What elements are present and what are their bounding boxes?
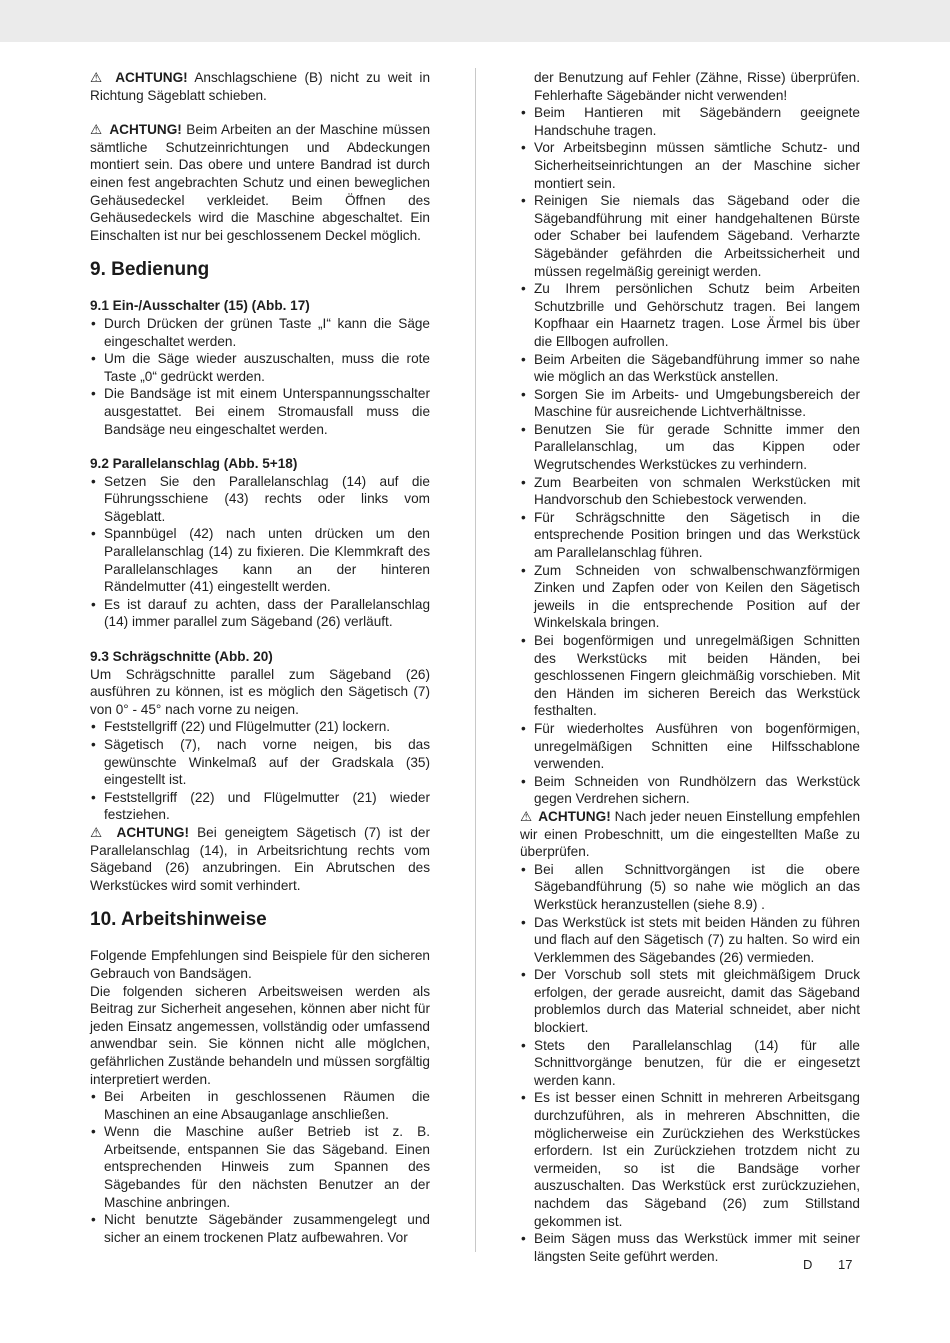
list-item: • Setzen Sie den Parallelanschlag (14) auf die Führungsschiene (43) rechts oder links vom Sägeblatt.	[90, 473, 430, 526]
list-item: • Die Bandsäge ist mit einem Unterspannungsschalter ausgestattet. Bei einem Stromausfall muss die Bandsäge neu eingeschaltet werden.	[90, 385, 430, 438]
warning-paragraph: ⚠ ACHTUNG! Nach jeder neuen Einstellung empfehlen wir einen Probeschnitt, um die eingestellten Maße zu überprüfen.	[520, 808, 861, 860]
list-item: • Sägetisch (7), nach vorne neigen, bis das gewünschte Winkelmaß auf der Gradskala (35) eingestellt ist.	[90, 736, 430, 789]
bullet-list	[520, 104, 860, 808]
body-paragraph: Die folgenden sicheren Arbeitsweisen werden als Beitrag zur Sicherheit angesehen, können aber nicht für jeden Einsatz angemessen, vollständig oder umfassend anwendbar sein. Sie können nicht alle möglchen, gefährlichen Zustände behandeln und müssen sorgfältig interpretiert werden.	[90, 983, 430, 1087]
list-item: • Sorgen Sie im Arbeits- und Umgebungsbereich der Maschine für ausreichende Lichtverhältnisse.	[520, 386, 860, 421]
continued-paragraph: der Benutzung auf Fehler (Zähne, Risse) überprüfen. Fehlerhafte Sägebänder nicht verwenden!	[534, 70, 860, 103]
list-item: • Für Schrägschnitte den Sägetisch in die entsprechende Position bringen und das Werkstück am Parallelanschlag führen.	[520, 509, 860, 562]
bullet-list	[90, 718, 430, 824]
warning-icon: ⚠	[90, 122, 103, 138]
list-item: • Es ist besser einen Schnitt in mehreren Arbeitsgang durchzuführen, als in mehreren Abschnitten, die möglicherweise ein Zurückziehen des Werkstückes erfordern. Ist ein Zurückziehen trotzdem nicht zu vermeiden, so ist die Bandsäge vorher auszuschalten. Das Werkstück erst zurückzuziehen, nachdem das Sägeband (26) zum Stillstand gekommen ist.	[520, 1089, 860, 1230]
bullet-list	[90, 315, 430, 438]
list-item: • Der Vorschub soll stets mit gleichmäßigem Druck erfolgen, der gerade ausreicht, damit das Sägeband problemlos durch das Material schneidet, aber nicht blockiert.	[520, 966, 860, 1036]
section-heading-10: 10. Arbeitshinweise	[90, 909, 267, 931]
subsection-heading-9-1: 9.1 Ein-/Ausschalter (15) (Abb. 17)	[90, 298, 310, 314]
list-item: • Beim Arbeiten die Sägebandführung immer so nahe wie möglich an das Werkstück anstellen.	[520, 351, 860, 386]
bullet-list	[90, 473, 430, 631]
list-item: • Feststellgriff (22) und Flügelmutter (21) lockern.	[90, 718, 430, 736]
list-item: • Bei bogenförmigen und unregelmäßigen Schnitten des Werkstücks mit beiden Händen, bei geschlossenen Fingern gleichmäßig vorschieben. Mit den Händen im sicheren Bereich das Werkstück festhalten.	[520, 632, 860, 720]
subsection-heading-9-3: 9.3 Schrägschnitte (Abb. 20)	[90, 649, 273, 665]
warning-paragraph: ⚠ ACHTUNG! Anschlagschiene (B) nicht zu weit in Richtung Sägeblatt schieben.	[90, 70, 431, 103]
column-divider	[475, 68, 476, 1252]
subsection-heading-9-2: 9.2 Parallelanschlag (Abb. 5+18)	[90, 456, 298, 472]
warning-icon: ⚠	[520, 808, 533, 824]
list-item: • Bei Arbeiten in geschlossenen Räumen die Maschinen an eine Absauganlage anschließen.	[90, 1088, 430, 1123]
list-item: • Beim Schneiden von Rundhölzern das Werkstück gegen Verdrehen sichern.	[520, 773, 860, 808]
top-bar	[0, 0, 950, 42]
list-item: • Spannbügel (42) nach unten drücken um den Parallelanschlag (14) zu fixieren. Die Klemmkraft des Parallelanschlages kann an der hinteren Rändelmutter (41) eingestellt werden.	[90, 525, 430, 595]
list-item: • Für wiederholtes Ausführen von bogenförmigen, unregelmäßigen Schnitten eine Hilfsschablone verwenden.	[520, 720, 860, 773]
list-item: • Stets den Parallelanschlag (14) für alle Schnittvorgänge benutzen, für die er eingesetzt werden kann.	[520, 1037, 860, 1090]
right-column	[520, 69, 860, 1265]
list-item: • Durch Drücken der grünen Taste „I“ kann die Säge eingeschaltet werden.	[90, 315, 430, 350]
list-item: • Vor Arbeitsbeginn müssen sämtliche Schutz- und Sicherheitseinrichtungen an der Maschine sicher montiert sein.	[520, 139, 860, 192]
list-item: • Nicht benutzte Sägebänder zusammengelegt und sicher an einem trockenen Platz aufbewahren. Vor	[90, 1211, 430, 1246]
body-paragraph: Folgende Empfehlungen sind Beispiele für den sicheren Gebrauch von Bandsägen.	[90, 948, 430, 981]
list-item: • Zu Ihrem persönlichen Schutz beim Arbeiten Schutzbrille und Gehörschutz tragen. Bei langem Kopfhaar ein Haarnetz tragen. Lose Ärmel bis über die Ellbogen aufrollen.	[520, 280, 860, 350]
warning-paragraph: ⚠ ACHTUNG! Bei geneigtem Sägetisch (7) ist der Parallelanschlag (14), in Arbeitsrichtung rechts vom Sägeband (26) anzubringen. Ein Abrutschen des Werkstückes wird somit verhindert.	[90, 824, 431, 893]
left-column	[90, 69, 430, 1246]
list-item: • Reinigen Sie niemals das Sägeband oder die Sägebandführung mit einer handgehaltenen Bürste oder Schaber bei laufendem Sägeband. Verharzte Sägebänder gefährden die Arbeitssicherheit und müssen regelmäßig gereinigt werden.	[520, 192, 860, 280]
warning-icon: ⚠	[90, 70, 106, 85]
bullet-list	[520, 861, 860, 1266]
list-item: • Das Werkstück ist stets mit beiden Händen zu führen und flach auf den Sägetisch (7) zu halten. So wird ein Verklemmen des Sägebandes (26) vermieden.	[520, 914, 860, 967]
list-item: • Benutzen Sie für gerade Schnitte immer den Parallelanschlag, um das Kippen oder Wegrutschendes Werkstückes zu verhindern.	[520, 421, 860, 474]
list-item: • Zum Schneiden von schwalbenschwanzförmigen Zinken und Zapfen oder von Keilen den Sägetisch jeweils in die entsprechende Position auf der Winkelskala bringen.	[520, 562, 860, 632]
list-item: • Bei allen Schnittvorgängen ist die obere Sägebandführung (5) so nahe wie möglich an das Werkstück heranzustellen (siehe 8.9) .	[520, 861, 860, 914]
footer-language: D	[803, 1257, 813, 1272]
list-item: • Zum Bearbeiten von schmalen Werkstücken mit Handvorschub den Schiebestock verwenden.	[520, 474, 860, 509]
bullet-list	[90, 1088, 430, 1246]
list-item: • Wenn die Maschine außer Betrieb ist z. B. Arbeitsende, entspannen Sie das Sägeband. Einen entsprechenden Hinweis zum Spannen des Sägebandes für den nächsten Benutzer an der Maschine anbringen.	[90, 1123, 430, 1211]
list-item: • Beim Sägen muss das Werkstück immer mit seiner längsten Seite geführt werden.	[520, 1230, 860, 1265]
warning-paragraph: ⚠ ACHTUNG! Beim Arbeiten an der Maschine müssen sämtliche Schutzeinrichtungen und Abdeckungen montiert sein. Das obere und untere Bandrad ist durch einen fest angebrachten Schutz und einen beweglichen Gehäusedeckel verkleidet. Beim Öffnen des Gehäusedeckels wird die Maschine abgeschaltet. Ein Einschalten ist nur bei geschlossenem Deckel möglich.	[90, 122, 431, 243]
section-heading-9: 9. Bedienung	[90, 259, 210, 281]
warning-icon: ⚠	[90, 824, 107, 840]
body-paragraph: Um Schrägschnitte parallel zum Sägeband (26) ausführen zu können, ist es möglich den Sägetisch (7) von 0° - 45° nach vorne zu neigen.	[90, 666, 430, 717]
list-item: • Beim Hantieren mit Sägebändern geeignete Handschuhe tragen.	[520, 104, 860, 139]
list-item: • Feststellgriff (22) und Flügelmutter (21) wieder festziehen.	[90, 789, 430, 824]
list-item: • Um die Säge wieder auszuschalten, muss die rote Taste „0“ gedrückt werden.	[90, 350, 430, 385]
list-item: • Es ist darauf zu achten, dass der Parallelanschlag (14) immer parallel zum Sägeband (26) verläuft.	[90, 596, 430, 631]
page-number: 17	[838, 1257, 853, 1272]
